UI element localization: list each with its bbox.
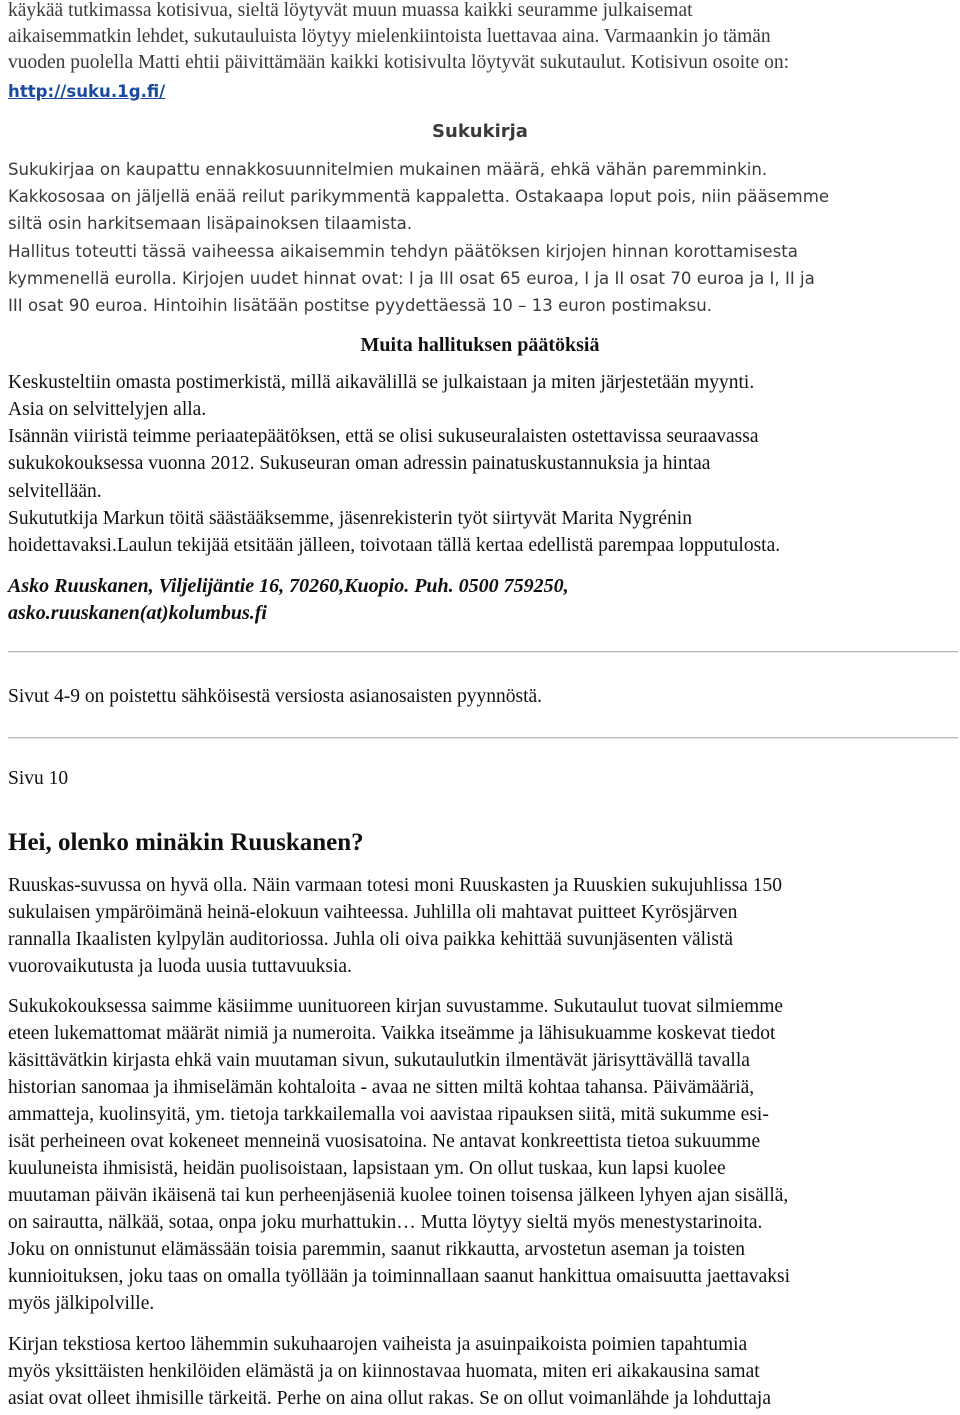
sukukirja-heading: Sukukirja	[432, 121, 528, 142]
intro-line-2: aikaisemmatkin lehdet, sukutauluista löytyy mielenkiintoista luettavaa aina. Varmaankin jo tämän	[8, 26, 771, 47]
article-p3-line: asiat ovat olleet ihmisille tärkeitä. Perhe on aina ollut rakas. Se on ollut voimanlähde ja lohduttaja	[8, 1388, 772, 1409]
article-p2-line: muutaman päivän ikäisenä tai kun perheenjäseniä kuolee toinen toisensa jälkeen lyhyen ajan sisällä,	[8, 1185, 789, 1206]
article-p3-line: Kirjan tekstiosa kertoo lähemmin sukuhaarojen vaiheista ja asuinpaikoista poimien tapahtumia	[8, 1334, 748, 1355]
article-p2-line: käsittävätkin kirjasta ehkä vain muutaman sivun, sukutaulutkin ilmentävät järisyttävällä tavalla	[8, 1050, 750, 1071]
article-p2-line: Sukukokouksessa saimme käsiimme uunituoreen kirjan suvustamme. Sukutaulut tuovat silmiemme	[8, 996, 784, 1017]
page-label: Sivu 10	[8, 768, 69, 789]
article-p2-line: eteen lukemattomat määrät nimiä ja numeroita. Vaikka itseämme ja lähisukuamme koskevat tiedot	[8, 1023, 776, 1044]
article-p2-line: kuuluneista ihmisistä, heidän puolisoistaan, lapsistaan ym. On ollut tuskaa, kun lapsi kuolee	[8, 1158, 726, 1179]
article-p2-line: kunnioituksen, joku taas on omalla työllään ja toiminnallaan saanut hankittua omaisuutta jaettavaksi	[8, 1266, 790, 1287]
paatoksia-line: Keskusteltiin omasta postimerkistä, millä aikavälillä se julkaistaan ja miten järjestetään myynti.	[8, 372, 755, 393]
article-title: Hei, olenko minäkin Ruuskanen?	[8, 829, 364, 856]
paatoksia-line: sukukokouksessa vuonna 2012. Sukuseuran oman adressin painatuskustannuksia ja hintaa	[8, 453, 711, 474]
article-p2-line: historian sanomaa ja ihmiselämän kohtaloita - avaa ne sitten miltä kohtaa tahansa. Päivämääriä,	[8, 1077, 755, 1098]
section-divider	[8, 737, 958, 739]
article-p2-line: ammatteja, kuolinsyitä, ym. tietoja tarkkailemalla voi aavistaa ripauksen siitä, mitä sukumme esi-	[8, 1104, 769, 1125]
contact-email: asko.ruuskanen(at)kolumbus.fi	[8, 602, 267, 624]
sukukirja-line: siltä osin harkitsemaan lisäpainoksen tilaamista.	[8, 214, 413, 233]
article-p1-line: sukulaisen ympäröimänä heinä-elokuun vaihteessa. Juhlilla oli mahtavat puitteet Kyrösjärven	[8, 902, 738, 923]
sukukirja-line: kymmenellä eurolla. Kirjojen uudet hinnat ovat: I ja III osat 65 euroa, I ja II osat 70 euroa ja I, II ja	[8, 269, 815, 288]
paatoksia-line: selvitellään.	[8, 481, 102, 502]
article-p2-line: myös jälkipolville.	[8, 1293, 155, 1314]
article-p2-line: Joku on onnistunut elämässään toisia paremmin, saanut rikkautta, arvostetun aseman ja toisten	[8, 1239, 746, 1260]
article-p2-line: on sairautta, nälkää, sotaa, onpa joku murhattukin… Mutta löytyy sieltä myös menestystarinoita.	[8, 1212, 763, 1233]
sukukirja-line: Kakkososaa on jäljellä enää reilut parikymmentä kappaletta. Ostakaapa loput pois, niin pääsemme	[8, 187, 830, 206]
article-p3-line: myös yksittäisten henkilöiden elämästä ja on kiinnostavaa huomata, miten eri aikakausina samat	[8, 1361, 760, 1382]
removed-pages-note: Sivut 4-9 on poistettu sähköisestä versiosta asianosaisten pyynnöstä.	[8, 686, 543, 707]
sukukirja-line: Hallitus toteutti tässä vaiheessa aikaisemmin tehdyn päätöksen kirjojen hinnan korottamisesta	[8, 242, 798, 261]
paatoksia-line: Sukututkija Markun töitä säästääksemme, jäsenrekisterin työt siirtyvät Marita Nygrénin	[8, 508, 692, 529]
intro-line-1: käykää tutkimassa kotisivua, sieltä löytyvät muun muassa kaikki seuramme julkaisemat	[8, 0, 693, 21]
article-p1-line: Ruuskas-suvussa on hyvä olla. Näin varmaan totesi moni Ruuskasten ja Ruuskien sukujuhlissa 150	[8, 875, 782, 896]
paatoksia-line: Asia on selvittelyjen alla.	[8, 399, 207, 420]
paatoksia-line: Isännän viiristä teimme periaatepäätöksen, että se olisi sukuseuralaisten ostettavissa seuraavassa	[8, 426, 759, 447]
article-p1-line: rannalla Ikaalisten kylpylän auditoriossa. Juhla oli oiva paikka kehittää suvunjäsenten välistä	[8, 929, 734, 950]
sukukirja-line: III osat 90 euroa. Hintoihin lisätään postitse pyydettäessä 10 – 13 euron postimaksu.	[8, 296, 713, 315]
article-p1-line: vuorovaikutusta ja luoda uusia tuttavuuksia.	[8, 956, 352, 977]
paatoksia-line: hoidettavaksi.Laulun tekijää etsitään jälleen, toivotaan tällä kertaa edellistä parempaa lopputulosta.	[8, 535, 781, 556]
sukukirja-line: Sukukirjaa on kaupattu ennakkosuunnitelmien mukainen määrä, ehkä vähän paremminkin.	[8, 160, 768, 179]
contact-line-1: Asko Ruuskanen, Viljelijäntie 16, 70260,Kuopio. Puh. 0500 759250,	[8, 575, 569, 597]
section-divider	[8, 651, 958, 653]
intro-line-3: vuoden puolella Matti ehtii päivittämään kaikki kotisivulta löytyvät sukutaulut. Kotisivun osoite on:	[8, 52, 789, 73]
homepage-link[interactable]: http://suku.1g.fi/	[8, 82, 166, 101]
paatoksia-heading: Muita hallituksen päätöksiä	[360, 334, 600, 356]
article-p2-line: isät perheineen ovat kokeneet menneinä vuosisatoina. Ne antavat konkreettista tietoa sukuumme	[8, 1131, 761, 1152]
